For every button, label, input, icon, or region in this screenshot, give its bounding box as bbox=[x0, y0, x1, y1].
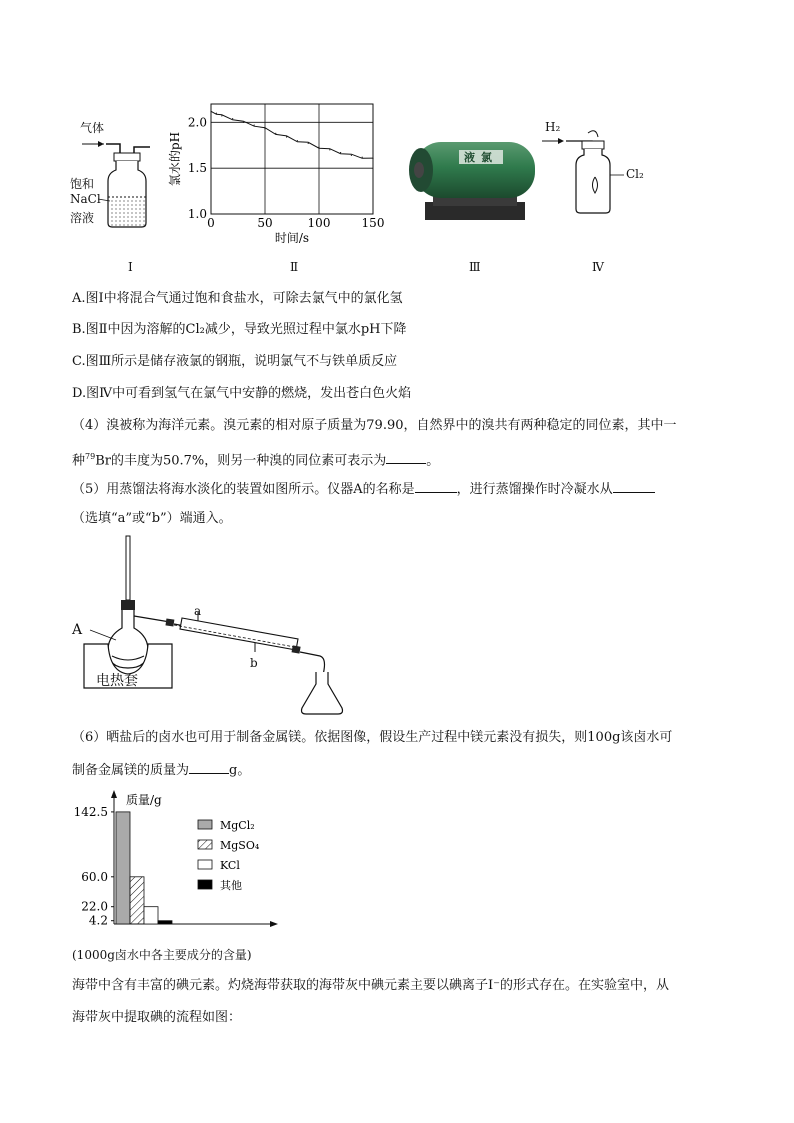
ph-x-tick-label: 100 bbox=[307, 216, 331, 230]
q5-instrument-blank[interactable] bbox=[415, 480, 457, 493]
legend-label-1: MgCl₂ bbox=[220, 819, 255, 832]
q6-answer-blank[interactable] bbox=[189, 761, 229, 774]
fig1-solution-label-2: NaCl bbox=[70, 192, 101, 206]
q6-line-2 bbox=[72, 761, 250, 780]
ph-line-chart bbox=[165, 98, 390, 248]
bar-x-axis-arrow bbox=[270, 921, 278, 927]
q5-line-1-b: ，进行蒸馏操作时冷凝水从 bbox=[456, 482, 613, 497]
fig1-solution-label-1: 饱和 bbox=[70, 177, 95, 191]
ph-data-point bbox=[372, 157, 373, 158]
ph-data-point bbox=[221, 115, 222, 116]
ph-data-point bbox=[329, 149, 330, 150]
q5-line-2: （选填“a”或“b”）端通入。 bbox=[72, 511, 232, 526]
figure-3-liquid-chlorine-cylinder bbox=[403, 132, 543, 224]
bar-y-tick-label: 142.5 bbox=[73, 804, 108, 819]
ph-y-tick-label: 1.5 bbox=[187, 161, 207, 176]
q5-water-inlet-blank[interactable] bbox=[613, 480, 655, 493]
legend-label-3: KCl bbox=[220, 859, 240, 872]
ph-x-tick-label: 150 bbox=[361, 216, 385, 230]
ph-data-point bbox=[264, 128, 265, 129]
bar-2 bbox=[130, 877, 144, 924]
q5-line-1 bbox=[72, 480, 655, 499]
figure-1-gas-washing-bottle bbox=[70, 115, 160, 235]
ph-data-point bbox=[210, 111, 211, 112]
fig4-h2-label: H₂ bbox=[545, 120, 561, 134]
ph-data-point bbox=[308, 143, 309, 144]
ph-data-point bbox=[232, 118, 233, 119]
legend-swatch-1 bbox=[198, 820, 212, 829]
ph-data-point bbox=[318, 146, 319, 147]
heater-label: 电热套 bbox=[96, 673, 138, 689]
bar-y-axis-arrow bbox=[111, 790, 117, 798]
legend-swatch-3 bbox=[198, 860, 212, 869]
figure-4-hydrogen-in-chlorine bbox=[540, 115, 650, 225]
q4-line-2-text: Br的丰度为50.7%，则另一种溴的同位素可表示为 bbox=[95, 453, 387, 469]
fig4-cl2-label: Cl₂ bbox=[626, 167, 644, 181]
q4-line-2-prefix: 种 bbox=[72, 453, 86, 469]
cylinder-label: 液氯 bbox=[464, 151, 498, 164]
passage-line-2: 海带灰中提取碘的流程如图： bbox=[72, 1010, 242, 1025]
bar-chart-caption: (1000g卤水中各主要成分的含量) bbox=[72, 948, 252, 962]
q4-line-2-end: 。 bbox=[426, 453, 440, 469]
ph-data-point bbox=[286, 136, 287, 137]
ph-y-tick-label: 2.0 bbox=[187, 115, 207, 130]
fig2-caption: Ⅱ bbox=[290, 260, 299, 274]
ph-x-tick-label: 0 bbox=[207, 216, 215, 230]
ph-data-point bbox=[362, 157, 363, 158]
passage-line-1: 海带中含有丰富的碘元素。灼烧海带获取的海带灰中碘元素主要以碘离子I⁻的形式存在。在实验室中，从 bbox=[72, 978, 669, 993]
brine-composition-bar-chart bbox=[70, 786, 290, 936]
ph-data-point bbox=[351, 155, 352, 156]
bar-3 bbox=[144, 907, 158, 924]
ph-y-axis-label: 氯水的pH bbox=[168, 131, 182, 187]
label-a-inlet: a bbox=[194, 604, 202, 618]
bar-y-tick-label: 60.0 bbox=[81, 869, 108, 884]
ph-x-tick-label: 50 bbox=[257, 216, 273, 230]
legend-label-4: 其他 bbox=[220, 879, 242, 892]
ph-y-tick-label: 1.0 bbox=[187, 207, 207, 221]
fig1-caption: Ⅰ bbox=[128, 260, 133, 274]
ph-x-axis-label: 时间/s bbox=[274, 231, 310, 245]
ph-data-point bbox=[243, 122, 244, 123]
legend-swatch-4 bbox=[198, 880, 212, 889]
option-b: B.图Ⅱ中因为溶解的Cl₂减少，导致光照过程中氯水pH下降 bbox=[72, 322, 407, 337]
label-b-inlet: b bbox=[250, 656, 258, 670]
fig3-caption: Ⅲ bbox=[469, 260, 481, 274]
q4-answer-blank[interactable] bbox=[386, 451, 426, 464]
distillation-apparatus bbox=[70, 532, 370, 722]
cylinder-drawing bbox=[403, 132, 543, 224]
q6-line-2-b: g。 bbox=[229, 763, 251, 778]
q4-mass-number: 79 bbox=[85, 452, 96, 461]
q6-line-2-a: 制备金属镁的质量为 bbox=[72, 763, 190, 778]
q4-line-1: （4）溴被称为海洋元素。溴元素的相对原子质量为79.90，自然界中的溴共有两种稳定的同位素，其中一 bbox=[72, 418, 677, 433]
ph-data-point bbox=[297, 140, 298, 141]
fig4-caption: Ⅳ bbox=[592, 260, 604, 274]
legend-label-2: MgSO₄ bbox=[220, 839, 260, 852]
label-a-flask: A bbox=[72, 622, 83, 638]
distillation-drawing bbox=[70, 532, 370, 722]
ph-data-point bbox=[216, 113, 217, 114]
ph-data-point bbox=[275, 133, 276, 134]
option-c: C.图Ⅲ所示是储存液氯的钢瓶，说明氯气不与铁单质反应 bbox=[72, 354, 398, 369]
bar-4 bbox=[158, 921, 172, 924]
q4-line-2 bbox=[72, 448, 439, 470]
ph-data-point bbox=[340, 152, 341, 153]
bar-y-tick-label: 22.0 bbox=[81, 899, 108, 914]
q6-line-1: （6）晒盐后的卤水也可用于制备金属镁。依据图像，假设生产过程中镁元素没有损失，则100g该卤水可 bbox=[72, 730, 673, 745]
bar-y-tick-label: 4.2 bbox=[88, 913, 108, 928]
option-a: A.图Ⅰ中将混合气通过饱和食盐水，可除去氯气中的氯化氢 bbox=[72, 291, 403, 306]
option-d: D.图Ⅳ中可看到氢气在氯气中安静的燃烧，发出苍白色火焰 bbox=[72, 386, 412, 401]
q5-line-1-a: （5）用蒸馏法将海水淡化的装置如图所示。仪器A的名称是 bbox=[72, 482, 415, 497]
fig1-solution-label-3: 溶液 bbox=[70, 211, 95, 225]
bar-1 bbox=[116, 812, 130, 924]
fig1-gas-label: 气体 bbox=[80, 121, 105, 135]
legend-swatch-2 bbox=[198, 840, 212, 849]
bar-y-axis-label: 质量/g bbox=[126, 793, 162, 807]
ph-data-point bbox=[254, 124, 255, 125]
